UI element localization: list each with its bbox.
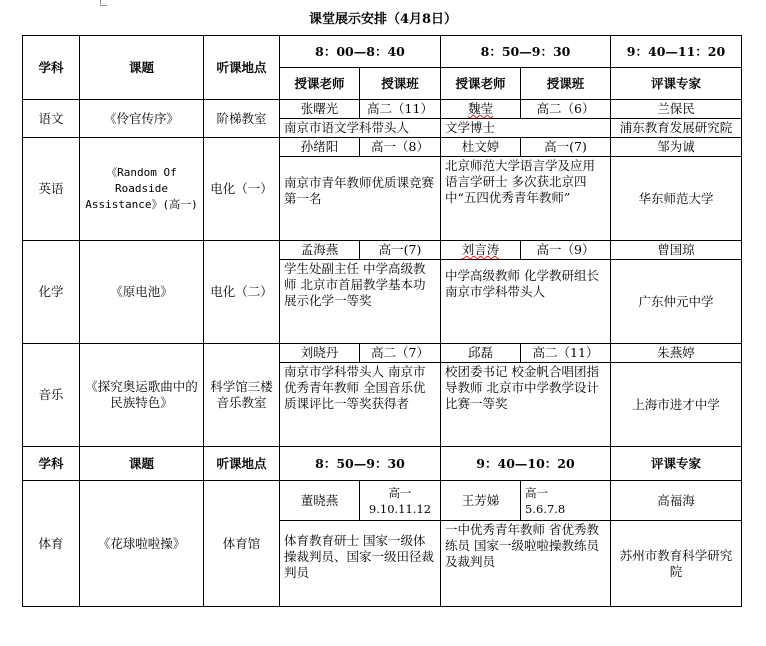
class-1 (360, 481, 441, 521)
header-topic: 课题 (80, 36, 204, 100)
class-2 (521, 481, 611, 521)
class-1-numbers: 9.10.11.12 (368, 501, 432, 516)
header2-venue: 听课地点 (204, 447, 280, 481)
row-subject: 语文 (23, 100, 80, 138)
class-1: 高二（7） (360, 344, 441, 363)
header2-topic: 课题 (80, 447, 204, 481)
document-title: 课堂展示安排（4月8日） (308, 12, 458, 27)
header2-slot1: 8：50—9：30 (280, 447, 441, 481)
header-teacher-1: 授课老师 (280, 68, 360, 100)
class-2-numbers: 5.6.7.8 (525, 501, 566, 516)
expert-name: 高福海 (611, 481, 742, 521)
header-slot2: 8：50—9：30 (441, 36, 611, 68)
row-topic: 《原电池》 (80, 241, 204, 344)
expert-org: 苏州市教育科学研究院 (611, 521, 742, 607)
class-2: 高二（11） (521, 344, 611, 363)
class-1: 高二（11） (360, 100, 441, 119)
row-subject: 英语 (23, 138, 80, 241)
teacher-2-desc: 文学博士 (441, 119, 611, 138)
teacher-1: 张曙光 (280, 100, 360, 119)
header2-slot2: 9：40—10：20 (441, 447, 611, 481)
teacher-2: 邱磊 (441, 344, 521, 363)
expert-name: 朱燕婷 (611, 344, 742, 363)
header2-subject: 学科 (23, 447, 80, 481)
header-subject: 学科 (23, 36, 80, 100)
teacher-2: 杜文婷 (441, 138, 521, 157)
class-1: 高一（8） (360, 138, 441, 157)
row-subject: 化学 (23, 241, 80, 344)
teacher-2-desc: 校团委书记 校金帆合唱团指导教师 北京市中学教学设计比赛一等奖 (441, 363, 611, 447)
expert-org: 浦东教育发展研究院 (611, 119, 742, 138)
header-teacher-2: 授课老师 (441, 68, 521, 100)
row-venue: 阶梯教室 (204, 100, 280, 138)
header2-expert: 评课专家 (611, 447, 742, 481)
expert-name: 邹为诚 (611, 138, 742, 157)
teacher-2: 王芳娣 (441, 481, 521, 521)
row-subject: 体育 (23, 481, 80, 607)
row-topic: 《花球啦啦操》 (80, 481, 204, 607)
row-topic: 《Random Of Roadside Assistance》(高一) (80, 138, 204, 241)
teacher-1-desc: 南京市学科带头人 南京市优秀青年教师 全国音乐优质课评比一等奖获得者 (280, 363, 441, 447)
class-2: 高一（9） (521, 241, 611, 260)
row-venue: 体育馆 (204, 481, 280, 607)
teacher-2-desc: 北京师范大学语言学及应用语言学研士 多次获北京四中“五四优秀青年教师” (441, 157, 611, 241)
document-corner-mark (100, 0, 107, 6)
teacher-1: 孟海燕 (280, 241, 360, 260)
row-venue: 电化（一） (204, 138, 280, 241)
expert-name: 曾国琼 (611, 241, 742, 260)
header-slot3: 9：40—11：20 (611, 36, 742, 68)
schedule-table (22, 35, 742, 607)
teacher-1-desc: 南京市青年教师优质课竞赛第一名 (280, 157, 441, 241)
teacher-1: 董晓燕 (280, 481, 360, 521)
header-class-2: 授课班 (521, 68, 611, 100)
row-topic: 《伶官传序》 (80, 100, 204, 138)
teacher-1: 刘晓丹 (280, 344, 360, 363)
header-expert: 评课专家 (611, 68, 742, 100)
teacher-1-desc: 南京市语文学科带头人 (280, 119, 441, 138)
teacher-2: 魏莹 (467, 101, 493, 116)
teacher-1-desc: 体育教育研士 国家一级体操裁判员、国家一级田径裁判员 (280, 521, 441, 607)
teacher-1: 孙绪阳 (280, 138, 360, 157)
teacher-2-desc: 中学高级教师 化学教研组长 南京市学科带头人 (441, 260, 611, 344)
header-venue: 听课地点 (204, 36, 280, 100)
expert-org: 上海市进才中学 (611, 363, 742, 447)
expert-org: 华东师范大学 (611, 157, 742, 241)
class-2: 高二（6） (521, 100, 611, 119)
row-topic: 《探究奥运歌曲中的民族特色》 (80, 344, 204, 447)
class-1: 高一(7) (360, 241, 441, 260)
teacher-1-desc: 学生处副主任 中学高级教师 北京市首届教学基本功展示化学一等奖 (280, 260, 441, 344)
row-venue: 科学馆三楼音乐教室 (204, 344, 280, 447)
expert-name: 兰保民 (611, 100, 742, 119)
class-1-grade: 高一 (388, 485, 412, 500)
teacher-2-desc: 一中优秀青年教师 省优秀教练员 国家一级啦啦操教练员及裁判员 (441, 521, 611, 607)
class-2: 高一(7) (521, 138, 611, 157)
teacher-2: 刘言涛 (461, 242, 500, 257)
class-2-grade: 高一 (525, 485, 548, 500)
row-subject: 音乐 (23, 344, 80, 447)
expert-org: 广东仲元中学 (611, 260, 742, 344)
header-slot1: 8：00—8：40 (280, 36, 441, 68)
row-venue: 电化（二） (204, 241, 280, 344)
header-class-1: 授课班 (360, 68, 441, 100)
